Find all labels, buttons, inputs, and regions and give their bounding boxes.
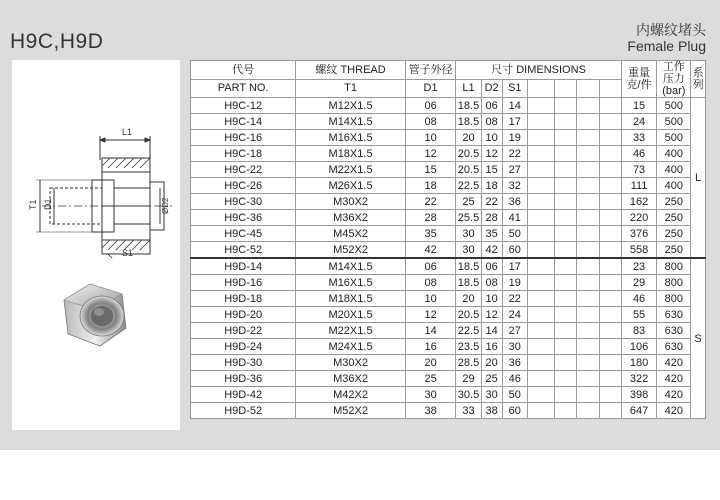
cell-d1: 10 (405, 130, 456, 146)
cell-d1: 20 (405, 355, 456, 371)
cell-d2: 28 (481, 210, 502, 226)
cell-s1: 19 (502, 130, 527, 146)
cell-thread: M24X1.5 (296, 339, 406, 355)
cell-l1: 18.5 (456, 258, 481, 275)
cell-blank (555, 162, 577, 178)
header-blank (599, 79, 621, 98)
cell-blank (577, 210, 599, 226)
cell-pressure: 400 (657, 162, 691, 178)
cell-thread: M42X2 (296, 387, 406, 403)
cell-weight: 111 (621, 178, 657, 194)
cell-d2: 12 (481, 146, 502, 162)
cell-blank (527, 403, 554, 419)
header-dimensions: 尺寸 DIMENSIONS (456, 61, 621, 80)
cell-weight: 33 (621, 130, 657, 146)
table-row (191, 258, 706, 275)
cell-blank (555, 114, 577, 130)
cell-pressure: 400 (657, 146, 691, 162)
cell-thread: M18X1.5 (296, 291, 406, 307)
cell-part-number: H9D-24 (191, 339, 296, 355)
cell-l1: 20.5 (457, 163, 480, 176)
cell-part-number: H9C-16 (191, 130, 296, 146)
cell-blank (527, 323, 554, 339)
cell-l1: 30 (456, 242, 481, 259)
cell-s1: 17 (502, 114, 527, 130)
specification-table (190, 60, 706, 419)
cell-l1: 18.5 (457, 115, 480, 128)
cell-d2: 15 (481, 162, 502, 178)
cell-l1: 20 (456, 291, 481, 307)
cell-pressure: 500 (657, 130, 691, 146)
table-row (191, 178, 706, 194)
cell-part-number: H9D-20 (191, 307, 296, 323)
cell-pressure: 500 (657, 98, 691, 114)
table-row (191, 291, 706, 307)
cell-s1: 60 (502, 403, 527, 419)
cell-part-number: H9C-14 (191, 114, 296, 130)
cell-blank (599, 146, 621, 162)
cell-d1: 12 (405, 146, 456, 162)
cell-blank (577, 114, 599, 130)
cell-blank (577, 258, 599, 275)
header-series: 系 列 (691, 61, 706, 98)
header-t1: T1 (296, 79, 406, 98)
table-row (191, 371, 706, 387)
cell-blank (577, 355, 599, 371)
header-blank (577, 79, 599, 98)
cell-blank (555, 258, 577, 275)
table-row (191, 355, 706, 371)
cell-blank (527, 226, 554, 242)
cell-thread: M26X1.5 (296, 178, 406, 194)
header-l1: L1 (456, 79, 481, 98)
cell-l1: 20.5 (457, 147, 480, 160)
cell-blank (577, 275, 599, 291)
cell-blank (527, 291, 554, 307)
table-row (191, 98, 706, 114)
cell-weight: 322 (621, 371, 657, 387)
cell-blank (555, 403, 577, 419)
cell-pressure: 630 (657, 339, 691, 355)
cell-blank (599, 98, 621, 114)
cell-s1: 14 (502, 98, 527, 114)
cell-blank (555, 371, 577, 387)
cell-part-number: H9C-30 (191, 194, 296, 210)
cell-d2: 18 (481, 178, 502, 194)
cell-s1: 24 (502, 307, 527, 323)
cell-thread: M14X1.5 (296, 114, 406, 130)
cell-pressure: 420 (657, 355, 691, 371)
table-row (191, 210, 706, 226)
cell-blank (599, 242, 621, 259)
cell-d2: 42 (481, 242, 502, 259)
cell-d1: 42 (405, 242, 456, 259)
cell-blank (527, 258, 554, 275)
header-s1: S1 (502, 79, 527, 98)
cell-l1: 22.5 (457, 324, 480, 337)
header-part-en: PART NO. (191, 79, 296, 98)
cell-s1: 41 (502, 210, 527, 226)
cell-blank (599, 371, 621, 387)
cell-blank (527, 307, 554, 323)
header-blank (527, 79, 554, 98)
cell-weight: 558 (621, 242, 657, 259)
cell-part-number: H9C-45 (191, 226, 296, 242)
table-row (191, 275, 706, 291)
cell-blank (577, 242, 599, 259)
cell-blank (599, 323, 621, 339)
cell-l1: 25 (456, 194, 481, 210)
cell-thread: M36X2 (296, 371, 406, 387)
cell-blank (599, 403, 621, 419)
cell-blank (555, 130, 577, 146)
cell-blank (555, 355, 577, 371)
cell-l1: 18.5 (457, 99, 480, 112)
cell-weight: 29 (621, 275, 657, 291)
cell-thread: M18X1.5 (296, 146, 406, 162)
cell-blank (555, 146, 577, 162)
cell-blank (599, 114, 621, 130)
cell-d1: 08 (405, 114, 456, 130)
cell-blank (599, 339, 621, 355)
cell-pressure: 630 (657, 307, 691, 323)
table-row (191, 226, 706, 242)
cell-thread: M30X2 (296, 355, 406, 371)
cell-weight: 46 (621, 291, 657, 307)
cell-blank (577, 291, 599, 307)
cell-blank (555, 178, 577, 194)
cell-d2: 10 (481, 291, 502, 307)
cell-blank (527, 98, 554, 114)
cell-blank (527, 178, 554, 194)
cell-blank (555, 339, 577, 355)
cell-d2: 12 (481, 307, 502, 323)
table-row (191, 339, 706, 355)
cell-blank (599, 387, 621, 403)
cell-thread: M22X1.5 (296, 162, 406, 178)
cell-blank (527, 242, 554, 259)
cell-d2: 22 (481, 194, 502, 210)
cell-blank (599, 258, 621, 275)
cell-part-number: H9D-14 (191, 258, 296, 275)
cell-blank (527, 339, 554, 355)
cell-blank (555, 323, 577, 339)
cell-blank (599, 194, 621, 210)
cell-blank (555, 98, 577, 114)
cell-s1: 36 (502, 194, 527, 210)
cell-part-number: H9D-22 (191, 323, 296, 339)
cell-pressure: 420 (657, 387, 691, 403)
cell-l1: 30.5 (457, 388, 480, 401)
cell-d1: 35 (405, 226, 456, 242)
cell-series: L (691, 98, 706, 259)
cell-blank (599, 226, 621, 242)
cell-blank (555, 291, 577, 307)
cell-weight: 106 (621, 339, 657, 355)
cell-blank (577, 98, 599, 114)
cell-d1: 06 (405, 98, 456, 114)
cell-blank (527, 114, 554, 130)
cell-pressure: 630 (657, 323, 691, 339)
cell-d1: 12 (405, 307, 456, 323)
cell-s1: 27 (502, 323, 527, 339)
cell-d1: 18 (405, 178, 456, 194)
cell-blank (599, 130, 621, 146)
cell-thread: M16X1.5 (296, 275, 406, 291)
table-row (191, 403, 706, 419)
label-d1: D1 (43, 198, 53, 210)
table-row (191, 194, 706, 210)
cell-d2: 16 (481, 339, 502, 355)
cell-blank (577, 194, 599, 210)
cell-part-number: H9D-52 (191, 403, 296, 419)
cell-blank (555, 226, 577, 242)
cell-blank (577, 323, 599, 339)
cell-part-number: H9C-52 (191, 242, 296, 259)
cell-part-number: H9D-18 (191, 291, 296, 307)
cell-d2: 20 (481, 355, 502, 371)
cell-thread: M52X2 (296, 403, 406, 419)
cell-blank (527, 130, 554, 146)
cell-blank (577, 403, 599, 419)
cell-l1: 30 (456, 226, 481, 242)
cell-weight: 376 (621, 226, 657, 242)
header-pipe-od: 管子外径 (405, 61, 456, 80)
cell-d2: 08 (481, 114, 502, 130)
cell-series: S (691, 258, 706, 419)
cell-d1: 08 (405, 275, 456, 291)
cell-d1: 25 (405, 371, 456, 387)
cell-d1: 38 (405, 403, 456, 419)
cell-thread: M12X1.5 (296, 98, 406, 114)
cell-pressure: 800 (657, 258, 691, 275)
header-blank (555, 79, 577, 98)
cell-pressure: 250 (657, 242, 691, 259)
cell-l1: 20.5 (457, 308, 480, 321)
cell-weight: 15 (621, 98, 657, 114)
cell-part-number: H9C-26 (191, 178, 296, 194)
cell-pressure: 500 (657, 114, 691, 130)
cell-d1: 16 (405, 339, 456, 355)
cell-l1: 29 (456, 371, 481, 387)
cell-weight: 647 (621, 403, 657, 419)
cell-weight: 220 (621, 210, 657, 226)
cell-d2: 25 (481, 371, 502, 387)
cell-weight: 162 (621, 194, 657, 210)
cell-d1: 10 (405, 291, 456, 307)
header-d2: D2 (481, 79, 502, 98)
cell-blank (599, 355, 621, 371)
cell-blank (527, 387, 554, 403)
product-image-panel (12, 60, 180, 430)
subtitle-english: Female Plug (627, 38, 706, 54)
table-row (191, 387, 706, 403)
cell-d2: 14 (481, 323, 502, 339)
table-row (191, 307, 706, 323)
cell-s1: 46 (502, 371, 527, 387)
cell-s1: 50 (502, 387, 527, 403)
cell-d2: 30 (481, 387, 502, 403)
cell-l1: 18.5 (457, 276, 480, 289)
cell-d1: 30 (405, 387, 456, 403)
cell-pressure: 420 (657, 371, 691, 387)
cell-blank (577, 339, 599, 355)
cell-d1: 28 (405, 210, 456, 226)
cell-blank (599, 307, 621, 323)
cell-blank (599, 178, 621, 194)
cell-s1: 17 (502, 258, 527, 275)
cell-blank (599, 275, 621, 291)
cell-s1: 27 (502, 162, 527, 178)
cell-d1: 15 (405, 162, 456, 178)
cell-blank (527, 194, 554, 210)
cell-blank (527, 146, 554, 162)
cell-blank (555, 275, 577, 291)
cell-d2: 06 (481, 98, 502, 114)
cell-thread: M52X2 (296, 242, 406, 259)
cell-d1: 14 (405, 323, 456, 339)
table-row (191, 323, 706, 339)
cell-weight: 23 (621, 258, 657, 275)
cell-thread: M20X1.5 (296, 307, 406, 323)
label-s1: S1 (122, 248, 134, 258)
table-row (191, 162, 706, 178)
cell-blank (577, 371, 599, 387)
cell-weight: 46 (621, 146, 657, 162)
cell-weight: 83 (621, 323, 657, 339)
cell-l1: 33 (456, 403, 481, 419)
cell-blank (577, 130, 599, 146)
cell-s1: 19 (502, 275, 527, 291)
cell-s1: 60 (502, 242, 527, 259)
cell-d2: 38 (481, 403, 502, 419)
product-subtitle (627, 22, 706, 54)
cell-blank (555, 194, 577, 210)
cell-part-number: H9D-30 (191, 355, 296, 371)
cell-s1: 22 (502, 291, 527, 307)
cell-thread: M14X1.5 (296, 258, 406, 275)
cell-d2: 06 (481, 258, 502, 275)
cell-s1: 30 (502, 339, 527, 355)
cell-d2: 08 (481, 275, 502, 291)
label-d2: ØD2 (161, 197, 170, 214)
cell-l1: 22.5 (457, 179, 480, 192)
cell-blank (599, 210, 621, 226)
header-thread: 螺纹 THREAD (296, 61, 406, 80)
cell-blank (577, 162, 599, 178)
table-row (191, 130, 706, 146)
cell-weight: 73 (621, 162, 657, 178)
page-title: H9C,H9D (10, 30, 104, 53)
cell-d2: 35 (481, 226, 502, 242)
label-t1: T1 (28, 199, 38, 210)
cell-weight: 55 (621, 307, 657, 323)
subtitle-chinese: 内螺纹堵头 (636, 22, 706, 38)
cell-l1: 28.5 (457, 356, 480, 369)
cell-blank (577, 226, 599, 242)
table-row (191, 242, 706, 259)
cell-part-number: H9C-22 (191, 162, 296, 178)
technical-drawing (22, 88, 172, 258)
header-weight: 重量 克/件 (621, 61, 657, 98)
header-part-cn: 代号 (191, 61, 296, 80)
cell-part-number: H9C-18 (191, 146, 296, 162)
cell-l1: 20 (456, 130, 481, 146)
cell-blank (599, 291, 621, 307)
header-d1: D1 (405, 79, 456, 98)
cell-part-number: H9C-36 (191, 210, 296, 226)
cell-pressure: 800 (657, 291, 691, 307)
cell-part-number: H9D-16 (191, 275, 296, 291)
cell-d2: 10 (481, 130, 502, 146)
cell-blank (555, 210, 577, 226)
cell-pressure: 800 (657, 275, 691, 291)
cell-blank (527, 162, 554, 178)
cell-blank (577, 146, 599, 162)
header-pressure: 工作 压力 (bar) (657, 61, 691, 98)
cell-blank (527, 275, 554, 291)
cell-blank (527, 355, 554, 371)
cell-s1: 22 (502, 146, 527, 162)
cell-l1: 23.5 (457, 340, 480, 353)
table-row (191, 146, 706, 162)
cell-blank (577, 387, 599, 403)
cell-weight: 180 (621, 355, 657, 371)
cell-blank (577, 307, 599, 323)
cell-blank (555, 387, 577, 403)
cell-l1: 25.5 (457, 211, 480, 224)
cell-pressure: 250 (657, 194, 691, 210)
cell-thread: M30X2 (296, 194, 406, 210)
table-row (191, 114, 706, 130)
product-photo (50, 270, 140, 370)
cell-pressure: 250 (657, 226, 691, 242)
cell-thread: M36X2 (296, 210, 406, 226)
cell-pressure: 400 (657, 178, 691, 194)
cell-s1: 36 (502, 355, 527, 371)
cell-s1: 50 (502, 226, 527, 242)
cell-weight: 24 (621, 114, 657, 130)
cell-d1: 22 (405, 194, 456, 210)
cell-thread: M22X1.5 (296, 323, 406, 339)
cell-weight: 398 (621, 387, 657, 403)
cell-pressure: 250 (657, 210, 691, 226)
cell-part-number: H9D-42 (191, 387, 296, 403)
cell-pressure: 420 (657, 403, 691, 419)
cell-blank (527, 210, 554, 226)
label-l1: L1 (122, 127, 133, 137)
cell-part-number: H9C-12 (191, 98, 296, 114)
cell-blank (527, 371, 554, 387)
cell-blank (555, 307, 577, 323)
cell-d1: 06 (405, 258, 456, 275)
cell-s1: 32 (502, 178, 527, 194)
cell-thread: M45X2 (296, 226, 406, 242)
cell-blank (577, 178, 599, 194)
cell-blank (555, 242, 577, 259)
cell-blank (599, 162, 621, 178)
cell-thread: M16X1.5 (296, 130, 406, 146)
cell-part-number: H9D-36 (191, 371, 296, 387)
